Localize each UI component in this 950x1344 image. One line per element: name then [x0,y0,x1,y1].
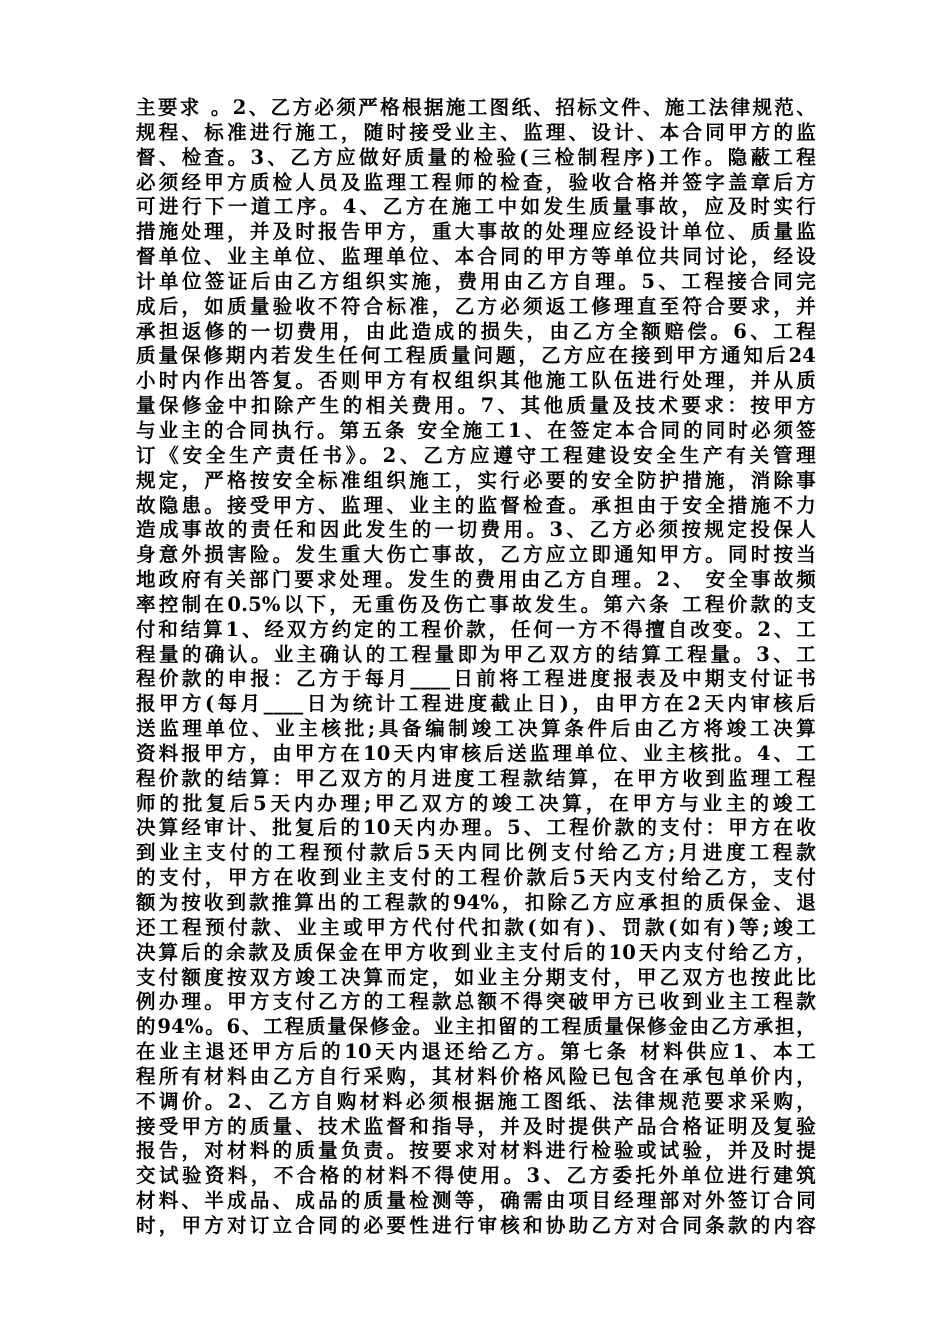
text-line: 程量的确认。业主确认的工程量即为甲乙双方的结算工程量。3、工 [136,642,816,666]
text-line: 小时内作出答复。否则甲方有权组织其他施工队伍进行处理，并从质 [136,369,816,393]
text-line: 身意外损害险。发生重大伤亡事故，乙方应立即通知甲方。同时按当 [136,543,816,567]
text-line: 额为按收到款推算出的工程款的94%，扣除乙方应承担的质保金、退 [136,891,816,914]
text-line: 在业主退还甲方后的10天内退还给乙方。第七条 材料供应1、本工 [136,1040,816,1064]
text-line: 师的批复后5天内办理;甲乙双方的竣工决算，在甲方与业主的竣工 [136,791,816,815]
text-line: 规定，严格按安全标准组织施工，实行必要的安全防护措施，消除事 [136,468,816,492]
text-line: 例办理。甲方支付乙方的工程款总额不得突破甲方已收到业主工程款 [136,990,816,1014]
text-line: 材料、半成品、成品的质量检测等，确需由项目经理部对外签订合同 [136,1189,816,1213]
text-line: 交试验资料，不合格的材料不得使用。3、乙方委托外单位进行建筑 [136,1164,816,1188]
text-line: 还工程预付款、业主或甲方代付代扣款(如有)、罚款(如有)等;竣工 [136,915,816,939]
text-line: 率控制在0.5%以下，无重伤及伤亡事故发生。第六条 工程价款的支 [136,592,816,616]
text-line: 措施处理，并及时报告甲方，重大事故的处理应经设计单位、质量监 [136,220,816,244]
text-line: 可进行下一道工序。4、乙方在施工中如发生质量事故，应及时实行 [136,195,816,219]
text-line: 承担返修的一切费用，由此造成的损失，由乙方全额赔偿。6、工程 [136,319,816,343]
text-line: 必须经甲方质检人员及监理工程师的检查，验收合格并签字盖章后方 [136,170,816,194]
text-line: 成后，如质量验收不符合标准，乙方必须返工修理直至符合要求，并 [136,294,816,318]
text-line: 接受甲方的质量、技术监督和指导，并及时提供产品合格证明及复验 [136,1114,816,1138]
text-line: 报甲方(每月____日为统计工程进度截止日)，由甲方在2天内审核后 [136,692,816,716]
text-line: 督单位、业主单位、监理单位、本合同的甲方等单位共同讨论，经设 [136,245,816,269]
text-line: 不调价。2、乙方自购材料必须根据施工图纸、法律规范要求采购， [136,1089,816,1113]
text-line: 计单位签证后由乙方组织实施，费用由乙方自理。5、工程接合同完 [136,269,816,293]
text-line: 主要求 。2、乙方必须严格根据施工图纸、招标文件、施工法律规范、 [136,96,816,119]
text-line: 决算经审计、批复后的10天内办理。5、工程价款的支付：甲方在收 [136,816,816,840]
text-line: 到业主支付的工程预付款后5天内同比例支付给乙方;月进度工程款 [136,841,816,865]
text-line: 的支付，甲方在收到业主支付的工程价款后5天内支付给乙方，支付 [136,866,816,890]
text-line: 付和结算1、经双方约定的工程价款，任何一方不得擅自改变。2、工 [136,617,816,641]
text-line: 造成事故的责任和因此发生的一切费用。3、乙方必须按规定投保人 [136,518,816,542]
text-line: 质量保修期内若发生任何工程质量问题，乙方应在接到甲方通知后24 [136,344,816,368]
text-line: 量保修金中扣除产生的相关费用。7、其他质量及技术要求：按甲方 [136,394,816,418]
text-line: 与业主的合同执行。第五条 安全施工1、在签定本合同的同时必须签 [136,418,816,442]
text-line: 地政府有关部门要求处理。发生的费用由乙方自理。2、 安全事故频 [136,568,816,592]
text-line: 程所有材料由乙方自行采购，其材料价格风险已包含在承包单价内， [136,1064,816,1088]
text-line: 资料报甲方，由甲方在10天内审核后送监理单位、业主核批。4、工 [136,741,816,765]
text-line: 决算后的余款及质保金在甲方收到业主支付后的10天内支付给乙方， [136,940,816,964]
text-line: 送监理单位、业主核批;具备编制竣工决算条件后由乙方将竣工决算 [136,717,816,741]
text-line: 故隐患。接受甲方、监理、业主的监督检查。承担由于安全措施不力 [136,493,816,517]
body-text [136,96,816,1239]
text-line: 的94%。6、工程质量保修金。业主扣留的工程质量保修金由乙方承担， [136,1015,816,1039]
text-line: 规程、标准进行施工，随时接受业主、监理、设计、本合同甲方的监 [136,120,816,144]
text-line: 支付额度按双方竣工决算而定，如业主分期支付，甲乙双方也按此比 [136,965,816,989]
text-line: 程价款的结算：甲乙双方的月进度工程款结算，在甲方收到监理工程 [136,766,816,790]
text-line: 订《安全生产责任书》。2、乙方应遵守工程建设安全生产有关管理 [136,443,816,467]
text-line: 时，甲方对订立合同的必要性进行审核和协助乙方对合同条款的内容 [136,1213,816,1237]
text-line: 报告，对材料的质量负责。按要求对材料进行检验或试验，并及时提 [136,1139,816,1163]
text-line: 督、检查。3、乙方应做好质量的检验(三检制程序)工作。隐蔽工程 [136,145,816,169]
text-line: 程价款的申报：乙方于每月____日前将工程进度报表及中期支付证书 [136,667,816,691]
